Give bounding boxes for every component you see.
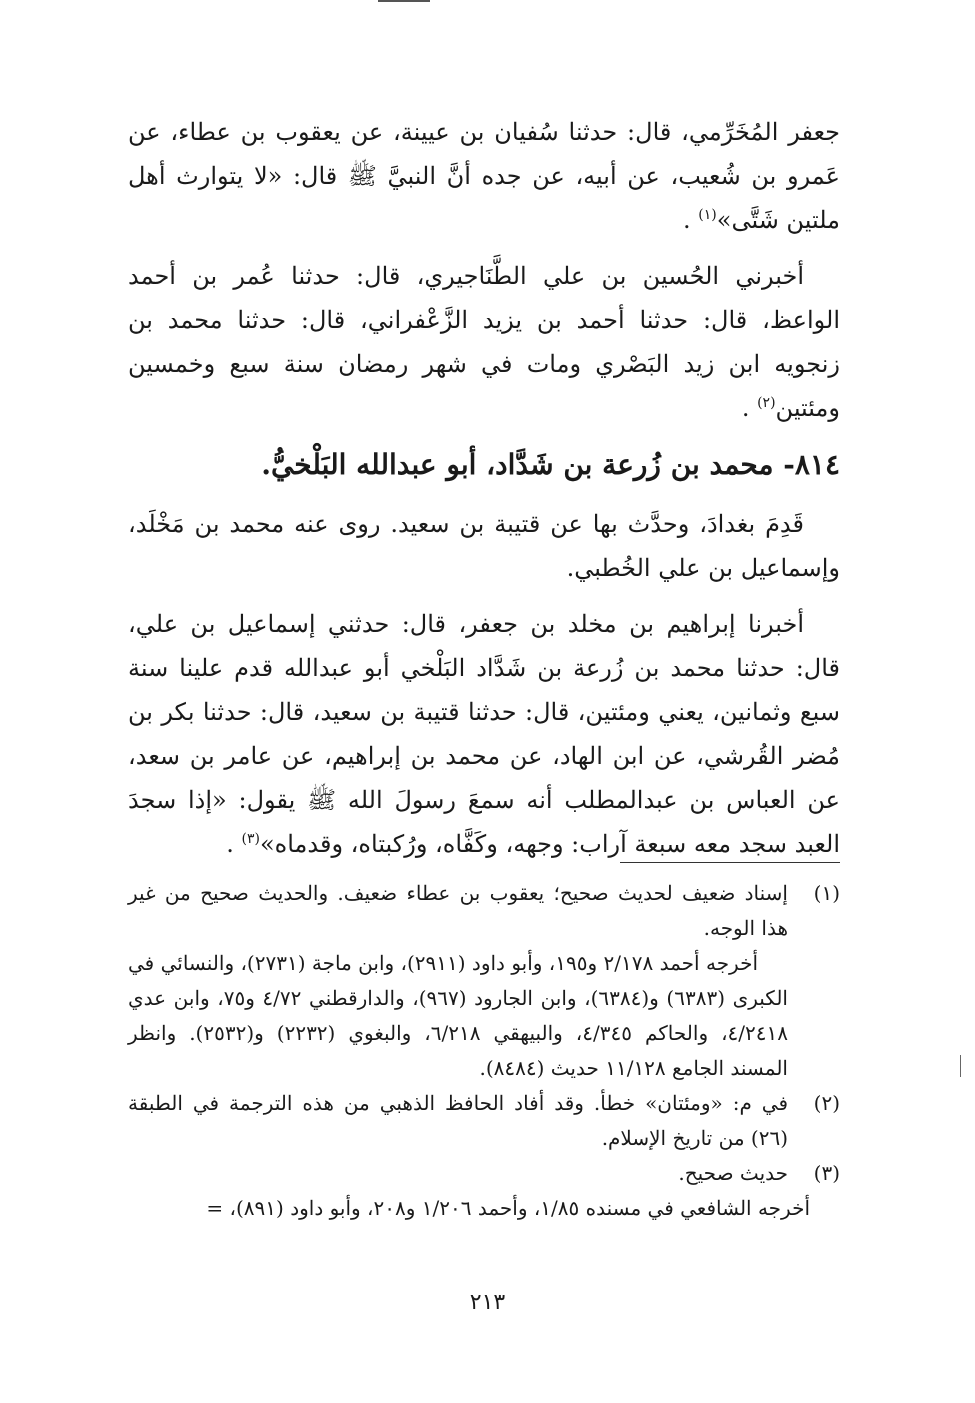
footnote-number-3: (٣): [813, 1161, 840, 1185]
paragraph-2: أخبرني الحُسين بن علي الطَّنَاجيري، قال: حدثنا عُمر بن أحمد الواعظ، قال: حدثنا أحمد بن يزيد الزَّعْفراني، قال: حدثنا محمد بن زنجويه ابن زيد البَصْري ومات في شهر رمضان سنة سبع وخمسين ومئتين$^{(٢)}$ .: [128, 262, 840, 422]
paragraph-4: أخبرنا إبراهيم بن مخلد بن جعفر، قال: حدثني إسماعيل بن علي، قال: حدثنا محمد بن زُرعة بن شَدَّاد البَلْخي أبو عبدالله قدم علينا سنة سبع وثمانين، يعني ومئتين، قال: حدثنا قتيبة بن سعيد، قال: حدثنا بكر بن مُضر القُرشي، عن ابن الهاد، عن محمد بن إبراهيم، عن عامر بن سعد، عن العباس بن عبدالمطلب أنه سمعَ رسولَ الله ﷺ يقول: «إذا سجدَ العبد سجد معه سبعة آراب: وجهه، وكَفَّاه، ورُكبتاه، وقدماه»$^{(٣)}$ .: [128, 610, 840, 858]
footnotes: [128, 876, 840, 1226]
footnote-number-1: (١): [813, 881, 840, 905]
footnote-2: (٢) في م: «ومئتان» خطأ. وقد أفاد الحافظ الذهبي من هذه الترجمة في الطبقة (٢٦) من تاريخ الإسلام.: [128, 1086, 840, 1156]
footnote-separator: [620, 862, 840, 863]
footnote-3: (٣) حديث صحيح.: [128, 1156, 840, 1191]
paragraph-1: جعفر المُخَرِّمي، قال: حدثنا سُفيان بن عيينة، عن يعقوب بن عطاء، عن عَمرو بن شُعيب، عن أبيه، عن جده أنَّ النبيَّ ﷺ قال: «لا يتوارث أهل ملتين شَتَّى»$^{(١)}$ .: [128, 118, 841, 234]
entry-heading: ٨١٤- محمد بن زُرعة بن شَدَّاد، أبو عبدالله البَلْخيُّ.: [261, 448, 840, 481]
top-edge-mark: [378, 0, 430, 5]
footnote-ref-1[interactable]: (١): [698, 207, 717, 223]
footnote-ref-3[interactable]: (٣): [241, 831, 260, 847]
footnote-3-continuation: أخرجه الشافعي في مسنده ١/٨٥، وأحمد ١/٢٠٦ و٢٠٨، وأبو داود (٨٩١)، =: [206, 1196, 810, 1220]
main-text: [128, 110, 840, 878]
page-number: ٢١٣: [469, 1290, 506, 1315]
margin-mark: [960, 1055, 961, 1077]
footnote-1: (١) إسناد ضعيف لحديث صحيح؛ يعقوب بن عطاء ضعيف. والحديث صحيح من غير هذا الوجه.: [128, 876, 840, 946]
footnote-ref-2[interactable]: (٢): [757, 395, 776, 411]
footnote-1-continuation: أخرجه أحمد ٢/١٧٨ و١٩٥، وأبو داود (٢٩١١)، وابن ماجة (٢٧٣١)، والنسائي في الكبرى (٦٣٨٣) و(٦٣٨٤)، وابن الجارود (٩٦٧)، والدارقطني ٤/٧٢ و٧٥، وابن عدي ٤/٢٤١٨، والحاكم ٤/٣٤٥، والبيهقي ٦/٢١٨، والبغوي (٢٢٣٢) و(٢٥٣٢). وانظر المسند الجامع ١١/١٢٨ حديث (٨٤٨٤).: [128, 951, 788, 1080]
paragraph-3: قَدِمَ بغدادَ، وحدَّث بها عن قتيبة بن سعيد. روى عنه محمد بن مَخْلَد، وإسماعيل بن علي الخُطبي.: [128, 510, 840, 582]
footnote-number-2: (٢): [813, 1091, 840, 1115]
